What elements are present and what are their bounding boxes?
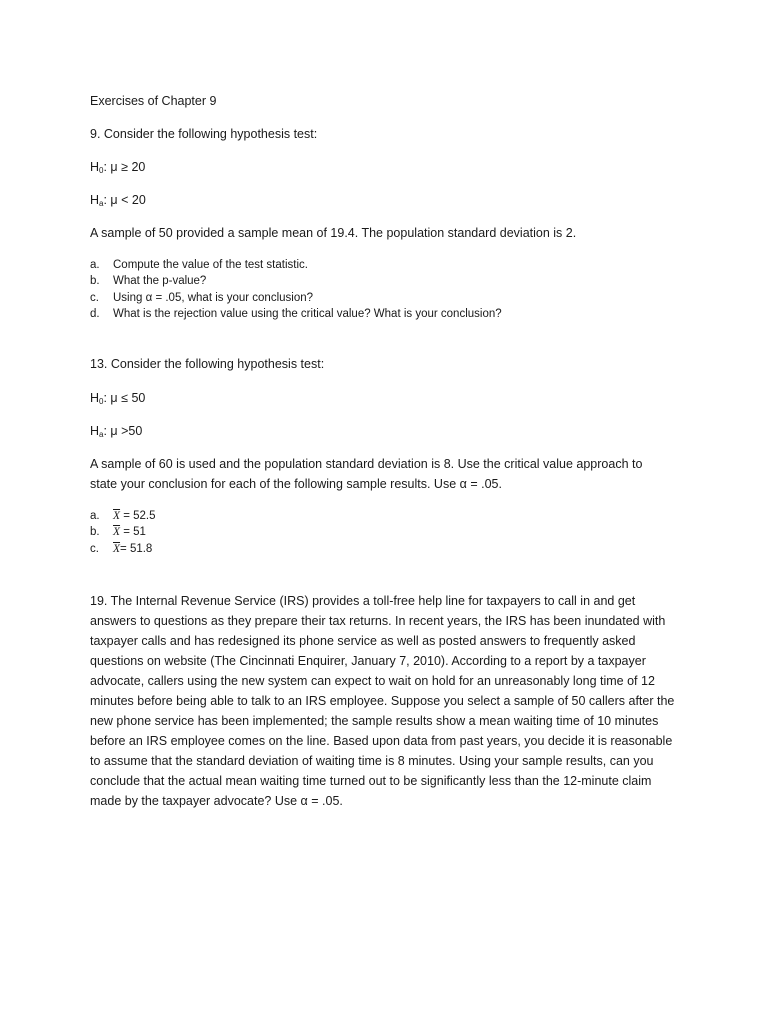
q9-alt-hypothesis bbox=[90, 193, 146, 208]
list-text: What is the rejection value using the critical value? What is your conclusion? bbox=[113, 308, 502, 320]
list-text: = 51 bbox=[120, 526, 146, 538]
q13-ha-rest: : μ >50 bbox=[103, 424, 143, 438]
list-text: What the p-value? bbox=[113, 275, 207, 287]
q9-null-hypothesis bbox=[90, 160, 145, 175]
q19-line: 19. The Internal Revenue Service (IRS) provides a toll-free help line for taxpayers to call in and get bbox=[90, 594, 636, 608]
q19-line: minutes before being able to talk to an IRS employee. Suppose you select a sample of 50 callers after the bbox=[90, 694, 675, 708]
q9-ha-subscript: a bbox=[99, 199, 104, 208]
q19-line: before an IRS employee comes on the line. Based upon data from past years, you decide it is reasonable bbox=[90, 734, 673, 748]
q13-h0-prefix: H bbox=[90, 391, 100, 405]
list-item bbox=[90, 259, 308, 271]
list-item bbox=[90, 308, 502, 320]
list-item bbox=[90, 510, 156, 522]
list-letter: b. bbox=[90, 526, 100, 538]
list-letter: a. bbox=[90, 259, 100, 271]
q19-line: taxpayer calls and has redesigned its phone service as well as posted answers to frequently asked bbox=[90, 634, 636, 648]
q9-statement: A sample of 50 provided a sample mean of 19.4. The population standard deviation is 2. bbox=[90, 226, 577, 240]
list-item bbox=[90, 275, 206, 287]
q9-ha-prefix: H bbox=[90, 193, 100, 207]
q19-line: new phone service has been implemented; the sample results show a mean waiting time of 10 minutes bbox=[90, 714, 659, 728]
q9-intro: 9. Consider the following hypothesis test: bbox=[90, 127, 318, 141]
list-letter: d. bbox=[90, 308, 100, 320]
q19-paragraph bbox=[90, 591, 690, 811]
document-title: Exercises of Chapter 9 bbox=[90, 94, 217, 108]
x-bar-symbol: $\overline{X}$ bbox=[113, 543, 121, 555]
q9-h0-prefix: H bbox=[90, 160, 100, 174]
list-item bbox=[90, 526, 146, 538]
q19-line: advocate, callers using the new system can expect to wait on hold for an unreasonably long time of 12 bbox=[90, 674, 655, 688]
q13-statement-line: state your conclusion for each of the following sample results. Use α = .05. bbox=[90, 477, 502, 491]
list-text: = 51.8 bbox=[120, 543, 153, 555]
q13-statement-line: A sample of 60 is used and the population standard deviation is 8. Use the critical value approach to bbox=[90, 457, 643, 471]
q13-statement bbox=[90, 454, 690, 494]
list-letter: c. bbox=[90, 292, 99, 304]
q19-line: conclude that the actual mean waiting time turned out to be significantly less than the 12-minute claim bbox=[90, 774, 652, 788]
q9-h0-rest: : μ ≥ 20 bbox=[103, 160, 146, 174]
list-text: Compute the value of the test statistic. bbox=[113, 259, 308, 271]
q19-line: to assume that the standard deviation of waiting time is 8 minutes. Using your sample results, can you bbox=[90, 754, 654, 768]
x-bar-symbol: $\overline{X}$ bbox=[113, 510, 121, 522]
q9-ha-rest: : μ < 20 bbox=[103, 193, 146, 207]
q13-ha-prefix: H bbox=[90, 424, 100, 438]
q19-line: made by the taxpayer advocate? Use α = .05. bbox=[90, 794, 343, 808]
q13-h0-subscript: 0 bbox=[99, 397, 104, 406]
q13-h0-rest: : μ ≤ 50 bbox=[103, 391, 146, 405]
q13-alt-hypothesis bbox=[90, 424, 142, 439]
q13-null-hypothesis bbox=[90, 391, 145, 406]
list-text: = 52.5 bbox=[120, 510, 156, 522]
list-letter: c. bbox=[90, 543, 99, 555]
q19-line: questions on website (The Cincinnati Enquirer, January 7, 2010). According to a report by a taxpayer bbox=[90, 654, 646, 668]
list-text: Using α = .05, what is your conclusion? bbox=[113, 292, 314, 304]
list-item bbox=[90, 292, 313, 304]
q13-ha-subscript: a bbox=[99, 430, 104, 439]
list-letter: b. bbox=[90, 275, 100, 287]
list-letter: a. bbox=[90, 510, 100, 522]
x-bar-symbol: $\overline{X}$ bbox=[113, 526, 121, 538]
q19-line: answers to questions as they prepare their tax returns. In recent years, the IRS has been inundated with bbox=[90, 614, 666, 628]
q13-intro: 13. Consider the following hypothesis test: bbox=[90, 357, 325, 371]
list-item bbox=[90, 543, 152, 555]
q9-h0-subscript: 0 bbox=[99, 166, 104, 175]
